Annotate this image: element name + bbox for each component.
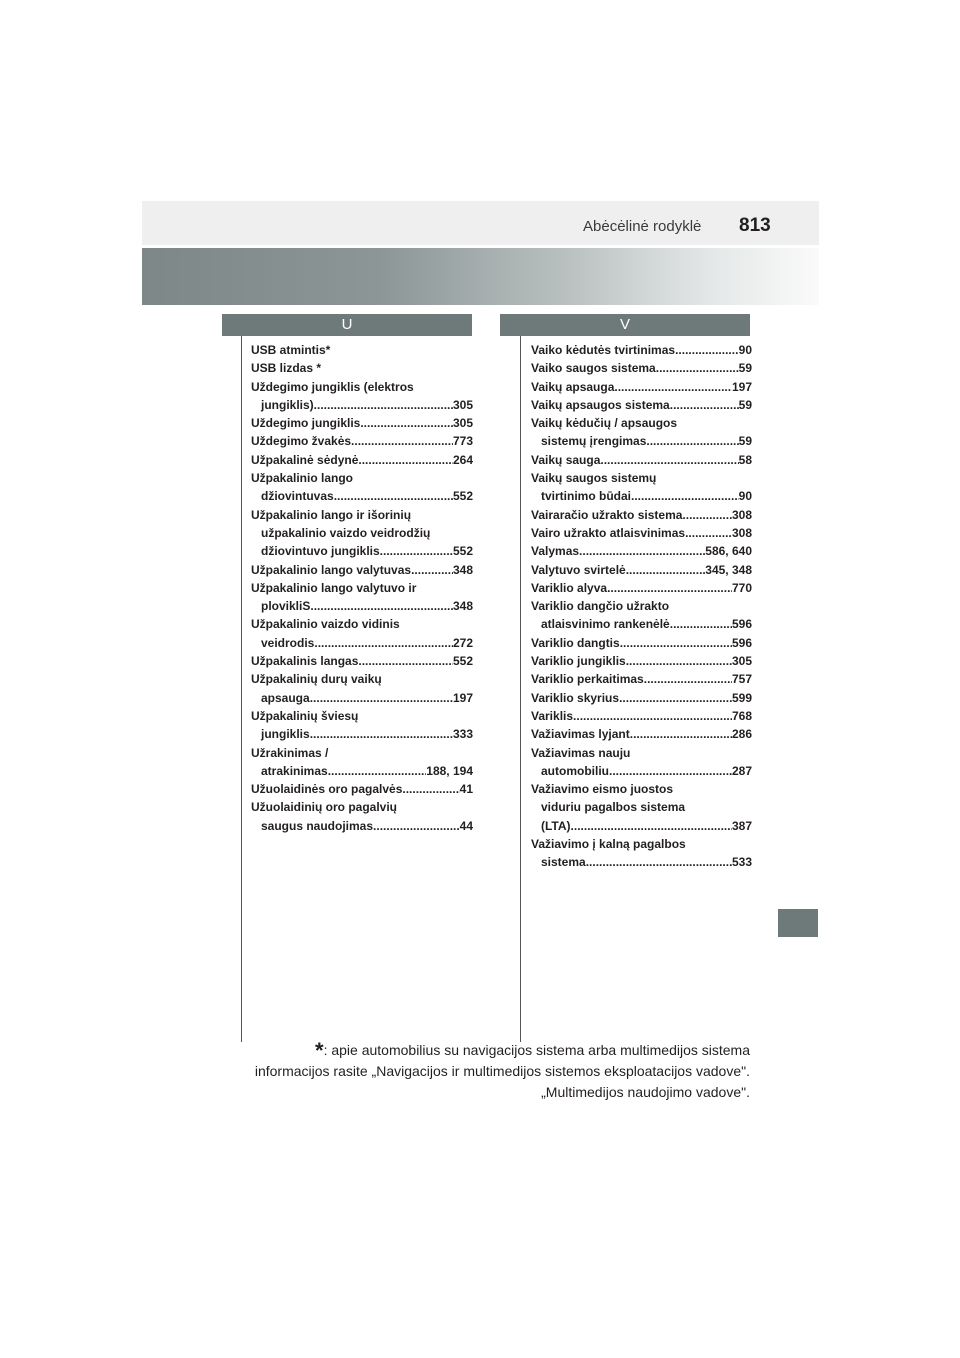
index-entry bbox=[251, 579, 473, 616]
entry-text: Variklio perkaitimas bbox=[531, 672, 644, 687]
leader-dots bbox=[586, 853, 732, 871]
entry-text: jungiklis bbox=[261, 727, 310, 742]
entry-text: Užpakalinių durų vaikų bbox=[251, 672, 382, 687]
leader-dots bbox=[358, 451, 453, 469]
entry-page: 305 bbox=[452, 397, 473, 412]
index-entry bbox=[531, 725, 752, 743]
index-entry bbox=[531, 524, 752, 542]
index-entry bbox=[531, 396, 752, 414]
entry-page: 773 bbox=[452, 434, 473, 449]
entry-text: Užuolaidinės oro pagalvės bbox=[251, 782, 403, 797]
index-entry bbox=[531, 414, 752, 451]
entry-text: Vaikų kėdučių / apsaugos bbox=[531, 416, 678, 431]
leader-dots bbox=[358, 652, 453, 670]
index-entry bbox=[531, 341, 752, 359]
entry-text: Užuolaidinių oro pagalvių bbox=[251, 800, 398, 815]
index-entry bbox=[251, 652, 473, 670]
index-entry bbox=[251, 432, 473, 450]
leader-dots bbox=[646, 432, 738, 450]
index-entry bbox=[531, 780, 752, 835]
leader-dots bbox=[675, 341, 739, 359]
entry-page: 308 bbox=[731, 525, 752, 540]
entry-page: 41 bbox=[459, 782, 473, 797]
leader-dots bbox=[600, 451, 738, 469]
entry-text: USB atmintis* bbox=[251, 343, 331, 357]
entry-page: 770 bbox=[731, 580, 752, 595]
column-letter-u: U bbox=[222, 314, 472, 336]
entry-text: viduriu pagalbos sistema bbox=[541, 800, 686, 815]
entry-text: Vaikų saugos sistemų bbox=[531, 471, 657, 486]
entry-page: 586, 640 bbox=[705, 544, 752, 559]
entry-text: Variklio skyrius bbox=[531, 690, 620, 705]
leader-dots bbox=[402, 780, 459, 798]
entry-page: 552 bbox=[452, 654, 473, 669]
middle-column-rule bbox=[520, 336, 521, 1042]
entry-page: 596 bbox=[731, 635, 752, 650]
leader-dots bbox=[682, 506, 732, 524]
entry-text: Variklis bbox=[531, 708, 574, 723]
leader-dots bbox=[360, 414, 453, 432]
index-column-v bbox=[531, 341, 752, 872]
index-entry bbox=[251, 780, 473, 798]
index-entry bbox=[251, 378, 473, 415]
index-entry bbox=[251, 744, 473, 781]
entry-text: Vaikų apsaugos sistema bbox=[531, 397, 670, 412]
entry-page: 59 bbox=[738, 397, 752, 412]
entry-text: veidrodis bbox=[261, 635, 315, 650]
index-entry bbox=[531, 561, 752, 579]
entry-page: 348 bbox=[452, 562, 473, 577]
leader-dots bbox=[685, 524, 732, 542]
entry-page: 768 bbox=[731, 708, 752, 723]
entry-page: 59 bbox=[738, 361, 752, 376]
index-entry bbox=[531, 707, 752, 725]
entry-text: automobiliu bbox=[541, 763, 609, 778]
leader-dots bbox=[614, 378, 732, 396]
index-entry bbox=[531, 835, 752, 872]
entry-page: 305 bbox=[452, 416, 473, 431]
leader-dots bbox=[656, 359, 739, 377]
index-entry bbox=[531, 542, 752, 560]
leader-dots bbox=[620, 634, 732, 652]
leader-dots bbox=[571, 817, 732, 835]
entry-page: 197 bbox=[452, 690, 473, 705]
chapter-thumb-tab bbox=[778, 909, 818, 937]
column-letter-v: V bbox=[500, 314, 750, 336]
entry-page: 533 bbox=[731, 855, 752, 870]
entry-page: 44 bbox=[459, 818, 473, 833]
entry-text: Variklio alyva bbox=[531, 580, 608, 595]
entry-text: Vairo užrakto atlaisvinimas bbox=[531, 525, 686, 540]
entry-text: Užpakalinio lango valytuvo ir bbox=[251, 580, 417, 595]
entry-text: Važiavimas lyjant bbox=[531, 727, 630, 742]
leader-dots bbox=[334, 487, 453, 505]
leader-dots bbox=[573, 707, 732, 725]
entry-text: Vaikų apsauga bbox=[531, 379, 615, 394]
leader-dots bbox=[626, 561, 706, 579]
entry-text: Variklio dangčio užrakto bbox=[531, 599, 670, 614]
index-entry bbox=[531, 634, 752, 652]
entry-page: 90 bbox=[738, 489, 752, 504]
entry-page: 90 bbox=[738, 343, 752, 357]
leader-dots bbox=[631, 487, 739, 505]
footnote-line-1: *: apie automobilius su navigacijos sistema arba multimedijos sistema bbox=[315, 1038, 750, 1063]
left-column-rule bbox=[241, 336, 242, 1042]
leader-dots bbox=[314, 396, 453, 414]
entry-page: 333 bbox=[452, 727, 473, 742]
leader-dots bbox=[310, 725, 453, 743]
entry-text: Uždegimo jungiklis (elektros bbox=[251, 379, 414, 394]
index-entry bbox=[531, 359, 752, 377]
index-entry bbox=[251, 670, 473, 707]
entry-page: 552 bbox=[452, 489, 473, 504]
leader-dots bbox=[351, 432, 453, 450]
index-entry bbox=[251, 561, 473, 579]
entry-page: 59 bbox=[738, 434, 752, 449]
section-title: Abėcėlinė rodyklė bbox=[583, 218, 702, 235]
leader-dots bbox=[380, 542, 453, 560]
entry-text: Variklio jungiklis bbox=[531, 654, 626, 669]
entry-text: jungiklis) bbox=[261, 397, 314, 412]
entry-text: tvirtinimo būdai bbox=[541, 489, 631, 504]
entry-page: 552 bbox=[452, 544, 473, 559]
index-entry bbox=[531, 744, 752, 781]
entry-text: Uždegimo jungiklis bbox=[251, 416, 361, 431]
entry-text: atrakinimas bbox=[261, 763, 328, 778]
leader-dots bbox=[670, 396, 739, 414]
entry-text: užpakalinio vaizdo veidrodžių bbox=[261, 525, 431, 540]
entry-text: Užpakalinio lango bbox=[251, 471, 354, 486]
entry-page: 308 bbox=[731, 507, 752, 522]
entry-text: saugus naudojimas bbox=[261, 818, 374, 833]
leader-dots bbox=[619, 689, 732, 707]
footnote bbox=[200, 1040, 750, 1103]
leader-dots bbox=[310, 597, 453, 615]
entry-page: 348 bbox=[452, 599, 473, 614]
index-entry bbox=[531, 378, 752, 396]
index-entry bbox=[251, 469, 473, 506]
entry-text: Užpakalinių šviesų bbox=[251, 708, 359, 723]
entry-text: Vaiko saugos sistema bbox=[531, 361, 656, 376]
footnote-line-3: „Multimedijos naudojimo vadove". bbox=[541, 1084, 750, 1100]
leader-dots bbox=[314, 634, 453, 652]
entry-text: Variklio dangtis bbox=[531, 635, 620, 650]
leader-dots bbox=[579, 542, 705, 560]
entry-text: Užpakalinė sėdynė bbox=[251, 452, 359, 467]
entry-page: 387 bbox=[731, 818, 752, 833]
entry-text: Važiavimas nauju bbox=[531, 745, 631, 760]
index-entry bbox=[531, 579, 752, 597]
page-number: 813 bbox=[739, 215, 771, 236]
index-entry bbox=[531, 506, 752, 524]
entry-page: 599 bbox=[731, 690, 752, 705]
entry-page: 596 bbox=[731, 617, 752, 632]
index-entry bbox=[251, 451, 473, 469]
entry-page: 757 bbox=[731, 672, 752, 687]
entry-text: Užpakalinis langas bbox=[251, 654, 359, 669]
index-entry bbox=[531, 670, 752, 688]
index-entry bbox=[531, 597, 752, 634]
entry-page: 188, 194 bbox=[426, 763, 473, 778]
entry-text: Valymas bbox=[531, 544, 580, 559]
entry-text: apsauga bbox=[261, 690, 310, 705]
header-band bbox=[142, 201, 819, 245]
entry-text: Važiavimo eismo juostos bbox=[531, 782, 674, 797]
entry-text: sistemų įrengimas bbox=[541, 434, 647, 449]
entry-text: Užpakalinio lango valytuvas bbox=[251, 562, 412, 577]
entry-text: džiovintuvo jungiklis bbox=[261, 544, 380, 559]
entry-page: 272 bbox=[452, 635, 473, 650]
index-entry bbox=[531, 652, 752, 670]
entry-page: 286 bbox=[731, 727, 752, 742]
leader-dots bbox=[644, 670, 732, 688]
entry-page: 345, 348 bbox=[705, 562, 752, 577]
index-entry bbox=[531, 689, 752, 707]
entry-text: USB lizdas * bbox=[251, 361, 322, 376]
entry-page: 264 bbox=[452, 452, 473, 467]
header-gradient-bar bbox=[142, 248, 819, 305]
entry-text: Vairaračio užrakto sistema bbox=[531, 507, 683, 522]
entry-text: sistema bbox=[541, 855, 586, 870]
footnote-line-2: informacijos rasite „Navigacijos ir multimedijos sistemos eksploatacijos vadove". bbox=[254, 1063, 750, 1079]
index-entry bbox=[251, 359, 473, 377]
entry-page: 305 bbox=[731, 654, 752, 669]
leader-dots bbox=[310, 689, 453, 707]
leader-dots bbox=[328, 762, 427, 780]
index-entry bbox=[251, 798, 473, 835]
entry-page: 287 bbox=[731, 763, 752, 778]
index-entry bbox=[531, 469, 752, 506]
entry-text: Vaiko kėdutės tvirtinimas bbox=[531, 343, 676, 357]
index-entry bbox=[251, 414, 473, 432]
leader-dots bbox=[609, 762, 732, 780]
index-entry bbox=[251, 707, 473, 744]
footnote-marker: * bbox=[315, 1038, 324, 1063]
leader-dots bbox=[373, 817, 460, 835]
entry-text: Užrakinimas / bbox=[251, 745, 329, 760]
entry-text: Užpakalinio vaizdo vidinis bbox=[251, 617, 400, 632]
entry-text: Užpakalinio lango ir išorinių bbox=[251, 507, 412, 522]
entry-text: (LTA) bbox=[541, 818, 571, 833]
leader-dots bbox=[630, 725, 732, 743]
entry-text: Uždegimo žvakės bbox=[251, 434, 352, 449]
entry-text: Valytuvo svirtelė bbox=[531, 562, 626, 577]
entry-text: plovikliS bbox=[261, 599, 311, 614]
leader-dots bbox=[626, 652, 732, 670]
index-column-u bbox=[251, 341, 473, 835]
entry-text: Vaikų sauga bbox=[531, 452, 601, 467]
index-entry bbox=[251, 341, 473, 359]
leader-dots bbox=[670, 615, 732, 633]
entry-text: atlaisvinimo rankenėlė bbox=[541, 617, 670, 632]
entry-text: džiovintuvas bbox=[261, 489, 334, 504]
entry-page: 197 bbox=[731, 379, 752, 394]
index-entry bbox=[251, 615, 473, 652]
leader-dots bbox=[411, 561, 453, 579]
entry-text: Važiavimo į kalną pagalbos bbox=[531, 837, 686, 852]
entry-page: 58 bbox=[738, 452, 752, 467]
index-entry bbox=[251, 506, 473, 561]
index-entry bbox=[531, 451, 752, 469]
leader-dots bbox=[607, 579, 732, 597]
